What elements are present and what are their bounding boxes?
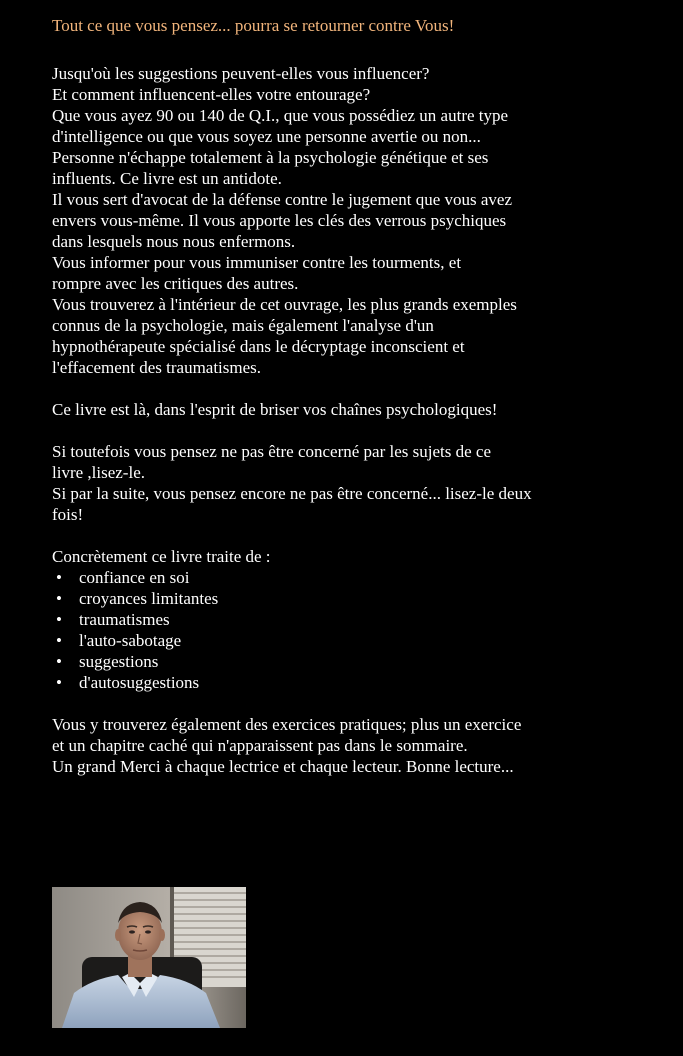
concern-line: fois! xyxy=(52,505,84,524)
author-photo xyxy=(52,887,246,1028)
concern-line: Si par la suite, vous pensez encore ne pas être concerné... lisez-le deux xyxy=(52,484,532,503)
spacer xyxy=(52,420,652,441)
concern-paragraph xyxy=(52,441,652,525)
topic-label: confiance en soi xyxy=(79,568,190,587)
intro-line: rompre avec les critiques des autres. xyxy=(52,274,299,293)
statement-line: Ce livre est là, dans l'esprit de briser vos chaînes psychologiques! xyxy=(52,400,498,419)
intro-line: Et comment influencent-elles votre entourage? xyxy=(52,85,371,104)
topic-label: suggestions xyxy=(79,652,159,671)
spacer xyxy=(52,693,652,714)
topic-label: croyances limitantes xyxy=(79,589,219,608)
bullet-icon: • xyxy=(56,568,62,587)
topics-intro xyxy=(52,546,652,567)
bullet-icon: • xyxy=(56,589,62,608)
bullet-icon: • xyxy=(56,631,62,650)
topics-intro-line: Concrètement ce livre traite de : xyxy=(52,547,271,566)
closing-line: Vous y trouverez également des exercices pratiques; plus un exercice xyxy=(52,715,522,734)
intro-line: connus de la psychologie, mais également l'analyse d'un xyxy=(52,316,434,335)
intro-line: Que vous ayez 90 ou 140 de Q.I., que vous possédiez un autre type xyxy=(52,106,509,125)
concern-line: livre ,lisez-le. xyxy=(52,463,145,482)
bullet-icon: • xyxy=(56,652,62,671)
closing-line: Un grand Merci à chaque lectrice et chaque lecteur. Bonne lecture... xyxy=(52,757,514,776)
spacer xyxy=(52,525,652,546)
topic-label: traumatismes xyxy=(79,610,170,629)
intro-line: d'intelligence ou que vous soyez une personne avertie ou non... xyxy=(52,127,481,146)
intro-line: hypnothérapeute spécialisé dans le décryptage inconscient et xyxy=(52,337,465,356)
tagline: Tout ce que vous pensez... pourra se retourner contre Vous! xyxy=(52,16,455,35)
list-item xyxy=(52,609,652,630)
list-item xyxy=(52,630,652,651)
intro-line: Vous trouverez à l'intérieur de cet ouvrage, les plus grands exemples xyxy=(52,295,517,314)
concern-line: Si toutefois vous pensez ne pas être concerné par les sujets de ce xyxy=(52,442,492,461)
intro-line: envers vous-même. Il vous apporte les clés des verrous psychiques xyxy=(52,211,507,230)
intro-line: dans lesquels nous nous enfermons. xyxy=(52,232,296,251)
intro-line: l'effacement des traumatismes. xyxy=(52,358,262,377)
intro-line: Personne n'échappe totalement à la psychologie génétique et ses xyxy=(52,148,489,167)
closing-paragraph xyxy=(52,714,652,777)
topic-label: l'auto-sabotage xyxy=(79,631,182,650)
intro-line: Jusqu'où les suggestions peuvent-elles vous influencer? xyxy=(52,64,430,83)
bullet-icon: • xyxy=(56,610,62,629)
topics-list xyxy=(52,567,652,693)
topic-label: d'autosuggestions xyxy=(79,673,200,692)
intro-paragraph xyxy=(52,63,652,378)
author-portrait-image xyxy=(52,887,246,1028)
book-description xyxy=(52,15,652,777)
list-item xyxy=(52,651,652,672)
closing-line: et un chapitre caché qui n'apparaissent pas dans le sommaire. xyxy=(52,736,468,755)
spacer xyxy=(52,378,652,399)
list-item xyxy=(52,672,652,693)
intro-line: influents. Ce livre est un antidote. xyxy=(52,169,282,188)
list-item xyxy=(52,588,652,609)
statement xyxy=(52,399,652,420)
intro-line: Il vous sert d'avocat de la défense contre le jugement que vous avez xyxy=(52,190,512,209)
intro-line: Vous informer pour vous immuniser contre les tourments, et xyxy=(52,253,462,272)
list-item xyxy=(52,567,652,588)
bullet-icon: • xyxy=(56,673,62,692)
